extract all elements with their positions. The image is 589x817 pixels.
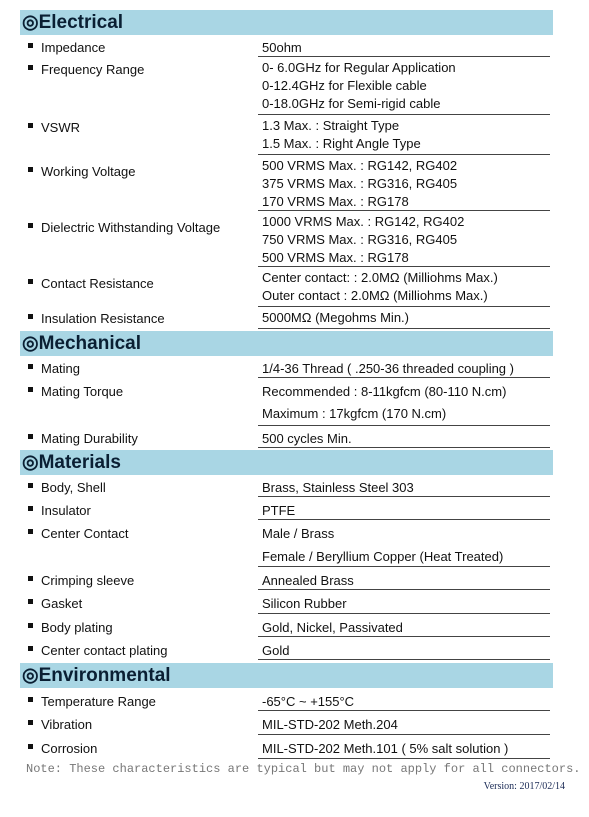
spec-label: Temperature Range xyxy=(41,694,156,709)
spec-label: Frequency Range xyxy=(41,62,145,77)
section-materials xyxy=(20,450,553,660)
spec-value: 5000MΩ (Megohms Min.) xyxy=(262,310,409,325)
spec-value: Maximum : 17kgfcm (170 N.cm) xyxy=(262,406,447,421)
spec-value: 0-18.0GHz for Semi-rigid cable xyxy=(262,96,441,111)
bullet-icon xyxy=(28,43,33,48)
spec-row-crimping-sleeve xyxy=(20,567,553,590)
spec-value: Gold xyxy=(262,643,290,658)
spec-row-insulator xyxy=(20,497,553,520)
bullet-icon xyxy=(28,599,33,604)
spec-value: Annealed Brass xyxy=(262,573,354,588)
spec-value: Recommended : 8-11kgfcm (80-110 N.cm) xyxy=(262,384,507,399)
spec-row-vswr xyxy=(20,115,553,155)
spec-label: Body plating xyxy=(41,620,113,635)
spec-label: Vibration xyxy=(41,717,93,732)
spec-value: 375 VRMS Max. : RG316, RG405 xyxy=(262,176,458,191)
section-title: ◎Materials xyxy=(20,450,553,475)
spec-value: 750 VRMS Max. : RG316, RG405 xyxy=(262,232,458,247)
spec-row-body-shell xyxy=(20,475,553,497)
spec-label: Corrosion xyxy=(41,741,98,756)
spec-label: Mating Torque xyxy=(41,384,124,399)
spec-value: 0-12.4GHz for Flexible cable xyxy=(262,78,427,93)
bullet-icon xyxy=(28,576,33,581)
bullet-icon xyxy=(28,483,33,488)
spec-row-gasket xyxy=(20,590,553,614)
spec-value: 1.5 Max. : Right Angle Type xyxy=(262,136,421,151)
spec-sheet xyxy=(20,10,553,759)
section-mechanical xyxy=(20,331,553,448)
bullet-icon xyxy=(28,364,33,369)
spec-value: 1.3 Max. : Straight Type xyxy=(262,118,400,133)
bullet-icon xyxy=(28,506,33,511)
spec-value: 1/4-36 Thread ( .250-36 threaded coupling ) xyxy=(262,361,514,376)
spec-row-insulation-resistance xyxy=(20,307,553,329)
spec-label: Center contact plating xyxy=(41,643,168,658)
spec-row-temperature-range xyxy=(20,688,553,711)
bullet-icon xyxy=(28,223,33,228)
spec-value: Brass, Stainless Steel 303 xyxy=(262,480,414,495)
bullet-icon xyxy=(28,434,33,439)
spec-row-dielectric-withstanding-voltage xyxy=(20,211,553,267)
bullet-icon xyxy=(28,279,33,284)
spec-value: 1000 VRMS Max. : RG142, RG402 xyxy=(262,214,465,229)
spec-row-mating xyxy=(20,356,553,378)
spec-label: Gasket xyxy=(41,596,83,611)
bullet-icon xyxy=(28,123,33,128)
spec-label: Contact Resistance xyxy=(41,276,154,291)
spec-row-body-plating xyxy=(20,614,553,637)
spec-label: Insulator xyxy=(41,503,91,518)
spec-row-mating-torque xyxy=(20,378,553,426)
spec-row-center-contact xyxy=(20,520,553,567)
bullet-icon xyxy=(28,387,33,392)
spec-label: Center Contact xyxy=(41,526,129,541)
spec-row-working-voltage xyxy=(20,155,553,211)
spec-row-vibration xyxy=(20,711,553,735)
spec-value: Female / Beryllium Copper (Heat Treated) xyxy=(262,549,504,564)
bullet-icon xyxy=(28,65,33,70)
spec-value: 170 VRMS Max. : RG178 xyxy=(262,194,409,209)
bullet-icon xyxy=(28,646,33,651)
spec-value: 500 VRMS Max. : RG178 xyxy=(262,250,409,265)
section-title: ◎Mechanical xyxy=(20,331,553,356)
spec-row-center-contact-plating xyxy=(20,637,553,660)
spec-value: -65°C ~ +155°C xyxy=(262,694,355,709)
spec-label: Impedance xyxy=(41,40,106,55)
spec-value: MIL-STD-202 Meth.101 ( 5% salt solution ) xyxy=(262,741,509,756)
bullet-icon xyxy=(28,744,33,749)
spec-value: Silicon Rubber xyxy=(262,596,347,611)
spec-row-mating-durability xyxy=(20,426,553,448)
spec-label: Crimping sleeve xyxy=(41,573,135,588)
footnote: Note: These characteristics are typical but may not apply for all connectors. xyxy=(26,762,581,776)
spec-value: Outer contact : 2.0MΩ (Milliohms Max.) xyxy=(262,288,488,303)
spec-row-corrosion xyxy=(20,735,553,759)
spec-value: Gold, Nickel, Passivated xyxy=(262,620,403,635)
spec-row-contact-resistance xyxy=(20,267,553,307)
spec-label: Insulation Resistance xyxy=(41,311,165,326)
spec-row-frequency-range xyxy=(20,57,553,115)
version-label: Version: 2017/02/14 xyxy=(483,781,565,792)
section-title: ◎Electrical xyxy=(20,10,553,35)
bullet-icon xyxy=(28,720,33,725)
spec-value: PTFE xyxy=(262,503,296,518)
spec-value: 500 cycles Min. xyxy=(262,431,352,446)
spec-label: Mating Durability xyxy=(41,431,138,446)
section-environmental xyxy=(20,663,553,759)
bullet-icon xyxy=(28,314,33,319)
spec-value: Center contact: : 2.0MΩ (Milliohms Max.) xyxy=(262,270,498,285)
spec-label: Mating xyxy=(41,361,81,376)
spec-row-impedance xyxy=(20,35,553,57)
spec-label: Dielectric Withstanding Voltage xyxy=(41,220,221,235)
spec-value: 500 VRMS Max. : RG142, RG402 xyxy=(262,158,458,173)
bullet-icon xyxy=(28,167,33,172)
spec-value: Male / Brass xyxy=(262,526,335,541)
spec-value: 50ohm xyxy=(262,40,302,55)
bullet-icon xyxy=(28,623,33,628)
spec-value: MIL-STD-202 Meth.204 xyxy=(262,717,398,732)
spec-value: 0- 6.0GHz for Regular Application xyxy=(262,60,456,75)
bullet-icon xyxy=(28,529,33,534)
bullet-icon xyxy=(28,697,33,702)
spec-label: Working Voltage xyxy=(41,164,136,179)
spec-label: Body, Shell xyxy=(41,480,106,495)
section-title: ◎Environmental xyxy=(20,663,553,688)
section-electrical xyxy=(20,10,553,329)
spec-label: VSWR xyxy=(41,120,80,135)
